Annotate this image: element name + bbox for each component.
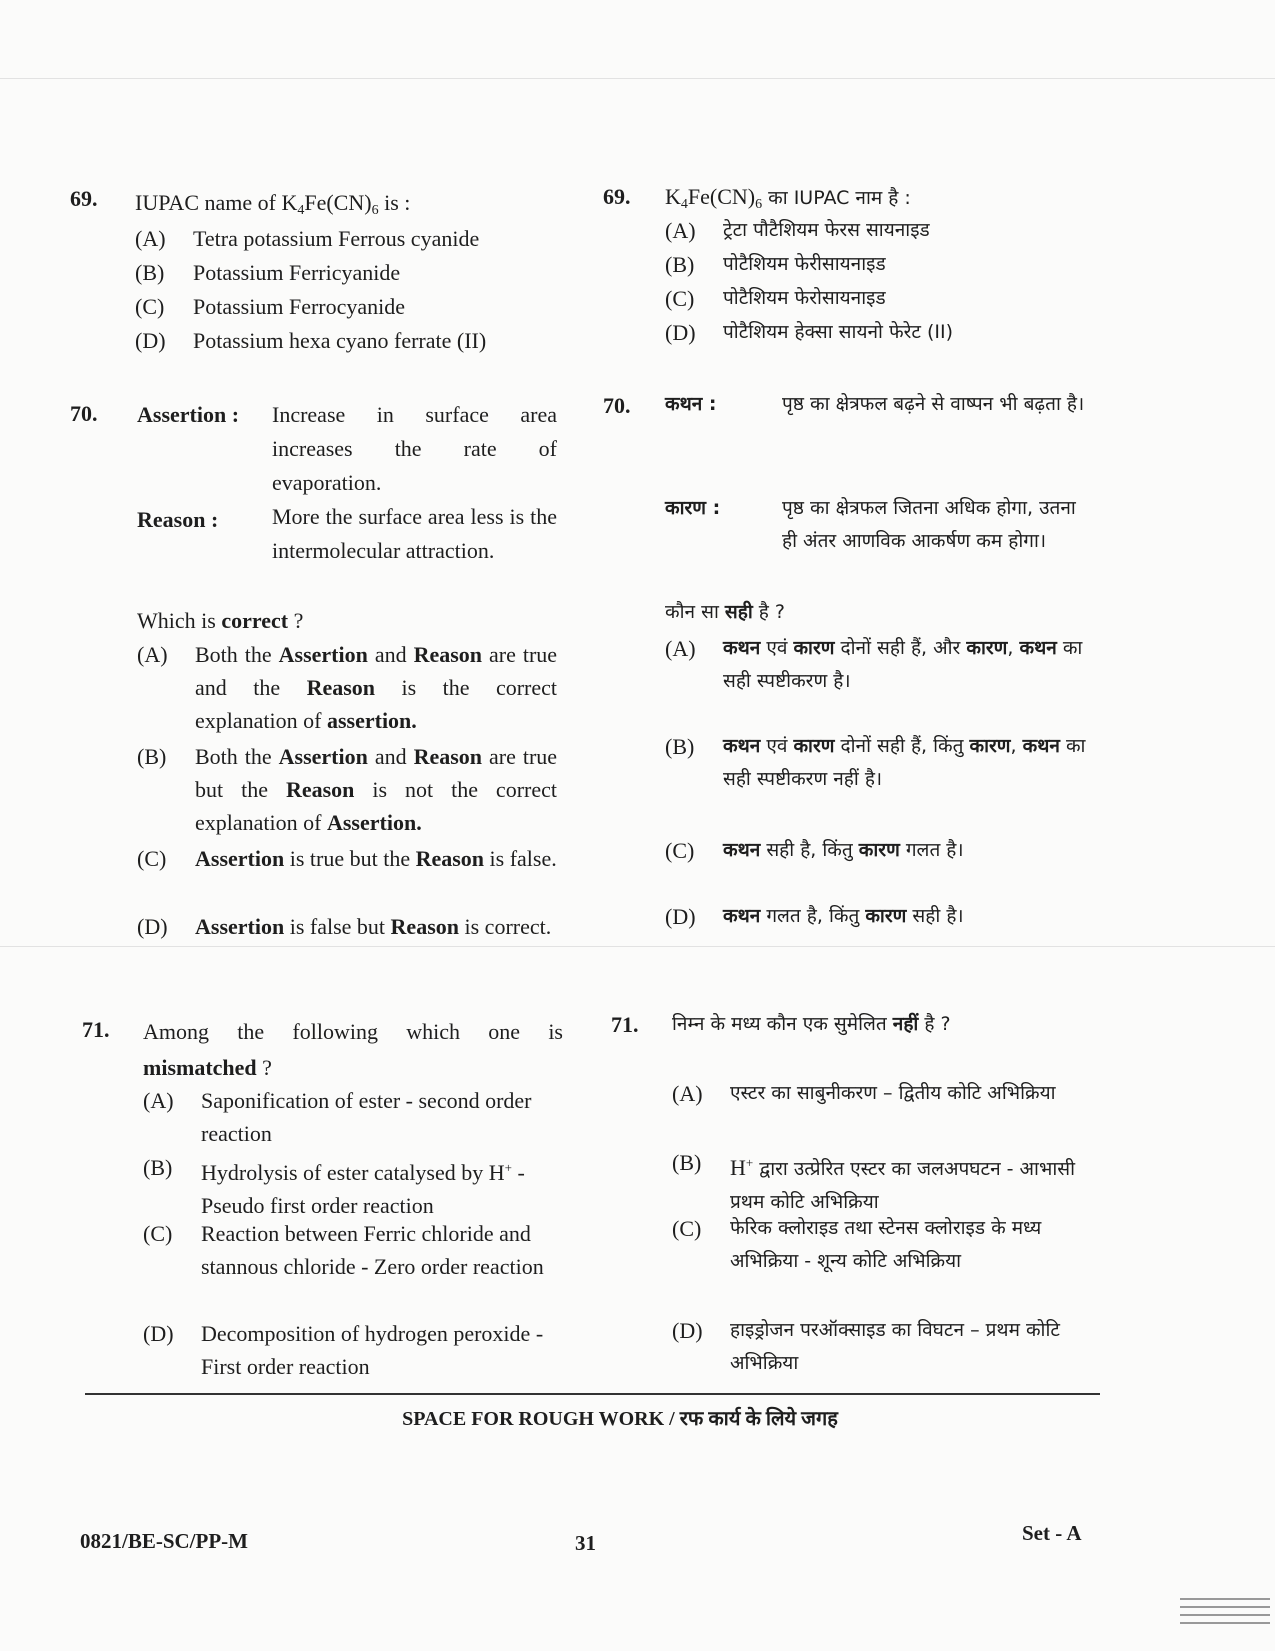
q71-option-a-hi: (A) एस्टर का साबुनीकरण – द्वितीय कोटि अभिक्रिया — [672, 1081, 1056, 1106]
q69-option-c-hi: (C) पोटैशियम फेरोसायनाइड — [665, 286, 886, 311]
q70-assertion-text-hi: पृष्ठ का क्षेत्रफल बढ़ने से वाष्पन भी बढ़ता है। — [782, 393, 1085, 415]
q69-number-en: 69. — [70, 186, 98, 211]
q70-reason-text-en: More the surface area less is the intermolecular attraction. — [272, 504, 557, 563]
q69-number-hi: 69. — [603, 184, 631, 209]
q70-reason-label-hi: कारण : — [665, 497, 721, 519]
q69-option-a-en: (A) Tetra potassium Ferrous cyanide — [135, 226, 480, 251]
q71-option-b-en: (B) Hydrolysis of ester catalysed by H+ - Pseudo first order reaction — [143, 1155, 525, 1218]
q70-which-en: Which is correct ? — [137, 608, 304, 633]
q71-option-d-en: (D) Decomposition of hydrogen peroxide - First order reaction — [143, 1321, 544, 1379]
q70-assertion-label-en: Assertion : — [137, 402, 240, 427]
q71-option-c-hi: (C) फेरिक क्लोराइड तथा स्टेनस क्लोराइड के मध्य अभिक्रिया - शून्य कोटि अभिक्रिया — [672, 1216, 1042, 1272]
q70-option-c-hi: (C) कथन सही है, किंतु कारण गलत है। — [665, 838, 964, 863]
scan-line — [0, 78, 1275, 79]
q69-option-d-en: (D) Potassium hexa cyano ferrate (II) — [135, 328, 487, 353]
q70-assertion-text-en: Increase in surface area increases the rate of evaporation. — [272, 402, 557, 495]
q70-which-hi: कौन सा सही है ? — [665, 601, 786, 623]
q69-option-a-hi: (A) ट्रेटा पौटैशियम फेरस सायनाइड — [665, 218, 930, 243]
q70-option-d-hi: (D) कथन गलत है, किंतु कारण सही है। — [665, 904, 964, 929]
q69-option-b-en: (B) Potassium Ferricyanide — [135, 260, 401, 285]
q71-number-en: 71. — [82, 1017, 110, 1042]
q70-reason-text-hi: पृष्ठ का क्षेत्रफल जितना अधिक होगा, उतना ही अंतर आणविक आकर्षण कम होगा। — [782, 497, 1076, 552]
q70-number-en: 70. — [70, 401, 98, 426]
set-label: Set - A — [1022, 1521, 1082, 1545]
q70-number-hi: 70. — [603, 393, 631, 418]
q71-option-d-hi: (D) हाइड्रोजन परऑक्साइड का विघटन – प्रथम कोटि अभिक्रिया — [672, 1318, 1060, 1374]
q69-option-d-hi: (D) पोटैशियम हेक्सा सायनो फेरेट (II) — [665, 320, 954, 345]
page-number: 31 — [575, 1531, 596, 1555]
q71-option-c-en: (C) Reaction between Ferric chloride and stannous chloride - Zero order reaction — [143, 1221, 544, 1279]
q70-option-b-hi: (B) कथन एवं कारण दोनों सही हैं, किंतु कारण, कथन का सही स्पष्टीकरण नहीं है। — [665, 734, 1086, 790]
q70-reason-label-en: Reason : — [137, 507, 219, 532]
rough-work-heading: SPACE FOR ROUGH WORK / रफ कार्य के लिये जगह — [402, 1408, 838, 1430]
scan-line — [0, 946, 1275, 947]
paper-code: 0821/BE-SC/PP-M — [80, 1529, 248, 1553]
q70-option-a-en: (A) Both the Assertion and Reason are true and the Reason is the correct explanation of assertion. — [137, 642, 558, 733]
rough-work-divider — [85, 1393, 1100, 1395]
q69-question-en: IUPAC name of $K_4Fe(CN)_6$ is : — [135, 190, 411, 218]
q71-question-en: Among the following which one is mismatched ? — [143, 1019, 563, 1080]
q71-question-hi: निम्न के मध्य कौन एक सुमेलित नहीं है ? — [672, 1013, 951, 1035]
scan-mark — [1180, 1598, 1270, 1638]
q69-question-hi: $K_4Fe(CN)_6$ का IUPAC नाम है : — [665, 184, 911, 212]
q71-option-a-en: (A) Saponification of ester - second order reaction — [143, 1088, 532, 1146]
q70-option-d-en: (D) Assertion is false but Reason is correct. — [137, 914, 552, 939]
q71-option-b-hi: (B) H+ द्वारा उत्प्रेरित एस्टर का जलअपघटन - आभासी प्रथम कोटि अभिक्रिया — [672, 1150, 1076, 1213]
q70-option-c-en: (C) Assertion is true but the Reason is false. — [137, 846, 557, 871]
q70-option-a-hi: (A) कथन एवं कारण दोनों सही हैं, और कारण, कथन का सही स्पष्टीकरण है। — [665, 636, 1083, 692]
q69-option-c-en: (C) Potassium Ferrocyanide — [135, 294, 406, 319]
q70-option-b-en: (B) Both the Assertion and Reason are true but the Reason is not the correct explanation of Assertion. — [137, 744, 558, 835]
q71-number-hi: 71. — [611, 1012, 639, 1037]
q69-option-b-hi: (B) पोटैशियम फेरीसायनाइड — [665, 252, 886, 277]
q70-assertion-label-hi: कथन : — [665, 393, 717, 415]
